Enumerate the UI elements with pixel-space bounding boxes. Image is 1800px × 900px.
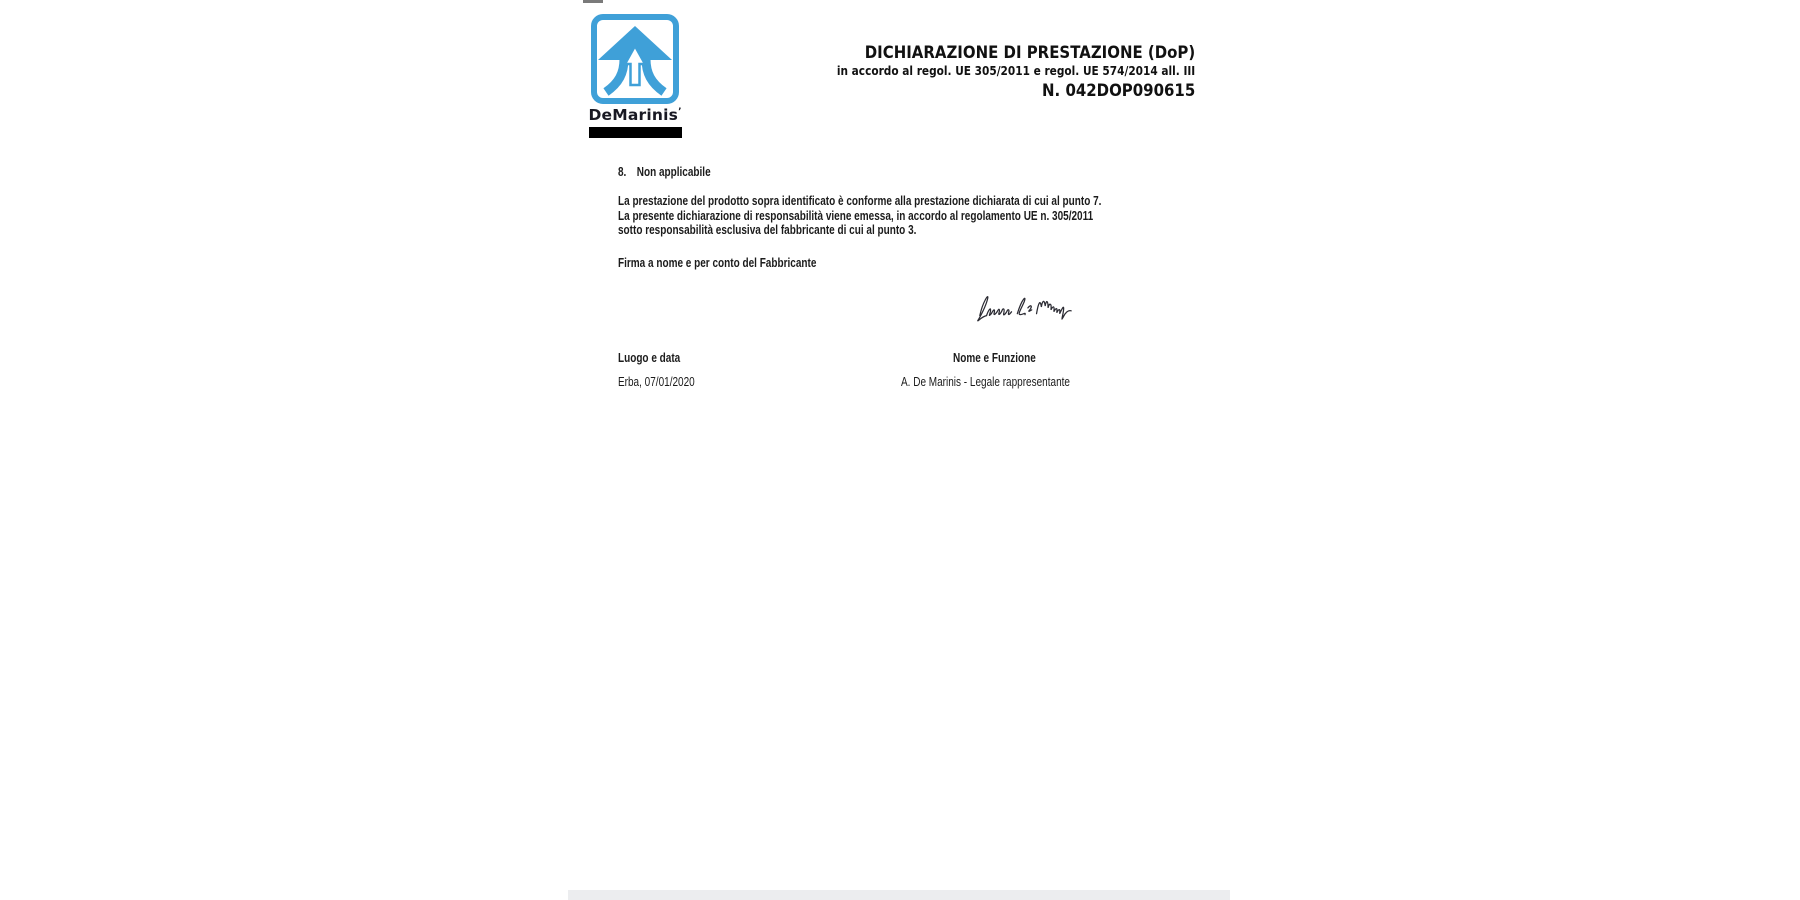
demarinis-wordmark: DeMarinis’ xyxy=(588,106,682,124)
paragraph-line: La presente dichiarazione di responsabilità viene emessa, in accordo al regolamento UE n. 305/2011 xyxy=(618,208,1094,223)
document-page xyxy=(568,0,1230,890)
trademark-mark: ’ xyxy=(678,107,682,117)
document-title: DICHIARAZIONE DI PRESTAZIONE (DoP) xyxy=(864,43,1195,63)
document-number: N. 042DOP090615 xyxy=(1041,81,1195,101)
declaration-paragraph xyxy=(618,194,1101,238)
signature-image xyxy=(975,286,1075,326)
place-date-value: Erba, 07/01/2020 xyxy=(618,375,695,389)
paragraph-line: La prestazione del prodotto sopra identificato è conforme alla prestazione dichiarata di cui al punto 7. xyxy=(618,194,1102,208)
place-date-label: Luogo e data xyxy=(618,351,681,365)
paragraph-line: sotto responsabilità esclusiva del fabbricante di cui al punto 3. xyxy=(618,223,917,237)
name-function-label: Nome e Funzione xyxy=(953,351,1036,365)
demarinis-logo-icon xyxy=(590,13,680,105)
section-text: Non applicabile xyxy=(636,165,711,179)
name-function-value: A. De Marinis - Legale rappresentante xyxy=(901,375,1070,389)
document-header xyxy=(837,44,1195,101)
section-number: 8. xyxy=(618,165,627,179)
document-subtitle: in accordo al regol. UE 305/2011 e regol. UE 574/2014 all. III xyxy=(836,64,1195,78)
previous-page-remnant xyxy=(583,0,603,3)
signature-caption: Firma a nome e per conto del Fabbricante xyxy=(618,256,817,270)
page-bottom-gap xyxy=(568,890,1230,900)
logo-underline-bar xyxy=(589,127,682,138)
section-8 xyxy=(618,165,711,180)
